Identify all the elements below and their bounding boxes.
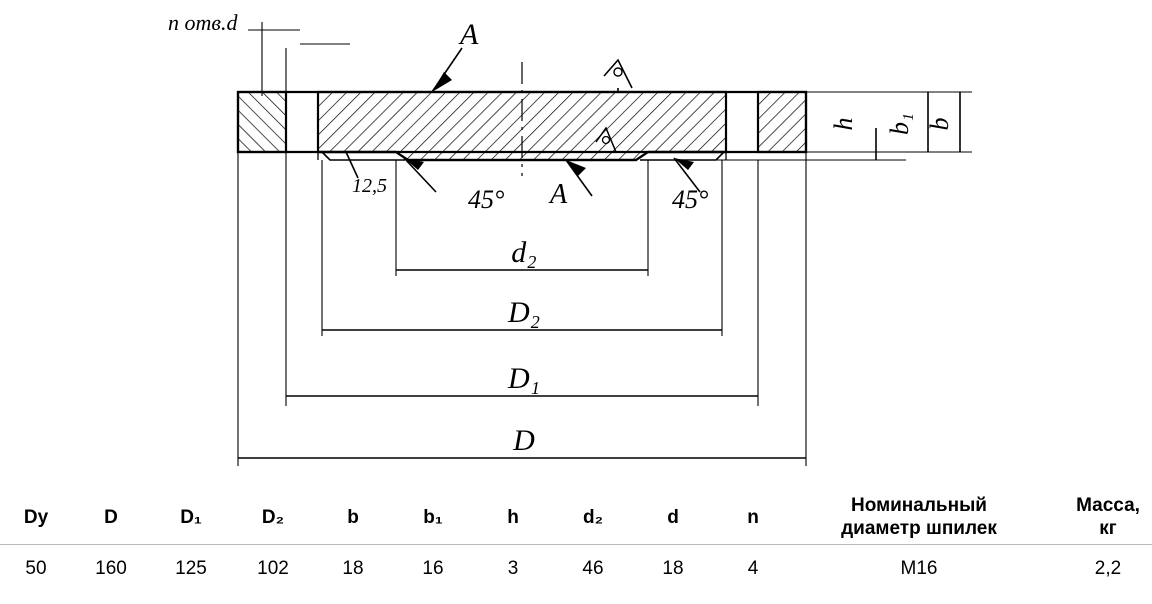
label-chamfer-left: 45° [468,185,505,214]
label-D1: D₁ [507,362,541,395]
col-header-d2-small: d₂ [552,492,634,545]
col-header-b: b [314,492,392,545]
col-header-mass [1044,492,1152,545]
label-h: h [829,117,858,131]
col-header-d-small: d [634,492,712,545]
label-chamfer-right: 45° [672,185,709,214]
col-header-n: n [712,492,794,545]
stud-header-line1: Номинальный [851,495,987,517]
col-header-h: h [474,492,552,545]
cell-dy: 50 [25,558,47,579]
table-row [0,545,1152,594]
specs-table [0,492,1152,593]
col-header-d1: D₁ [150,492,232,545]
label-holes-note: n отв.d [168,10,238,35]
col-header-d: D [72,492,150,545]
cell-b: 18 [342,558,364,579]
label-b1: b₁ [885,112,914,136]
label-d2: d₂ [511,236,537,269]
col-header-dy: Dy [0,492,72,545]
label-section-a-bottom: A [550,179,568,210]
label-D2: D₂ [507,296,541,329]
cell-d: 160 [95,558,127,579]
col-header-d2-big: D₂ [232,492,314,545]
cell-h: 3 [507,558,519,579]
label-section-a-top: A [460,18,479,51]
table-header-row [0,492,1152,545]
cell-n: 4 [747,558,759,579]
mass-header-line1: Масса, [1076,495,1140,517]
cell-d2-big: 102 [257,558,289,579]
col-header-b1: b₁ [392,492,474,545]
col-header-stud-diameter [794,492,1044,545]
label-roughness-125: 12,5 [352,175,387,197]
cell-d2-small: 46 [582,558,604,579]
specs-table-wrapper [0,492,1152,593]
cell-d1: 125 [175,558,207,579]
mass-header-line2: кг [1099,518,1117,539]
label-b: b [925,117,954,131]
stud-header-line2: диаметр шпилек [841,518,997,539]
label-D: D [513,424,535,457]
cell-mass: 2,2 [1094,558,1122,579]
cell-b1: 16 [422,558,444,579]
cell-d-small: 18 [662,558,684,579]
cell-stud-diameter: М16 [900,558,938,579]
